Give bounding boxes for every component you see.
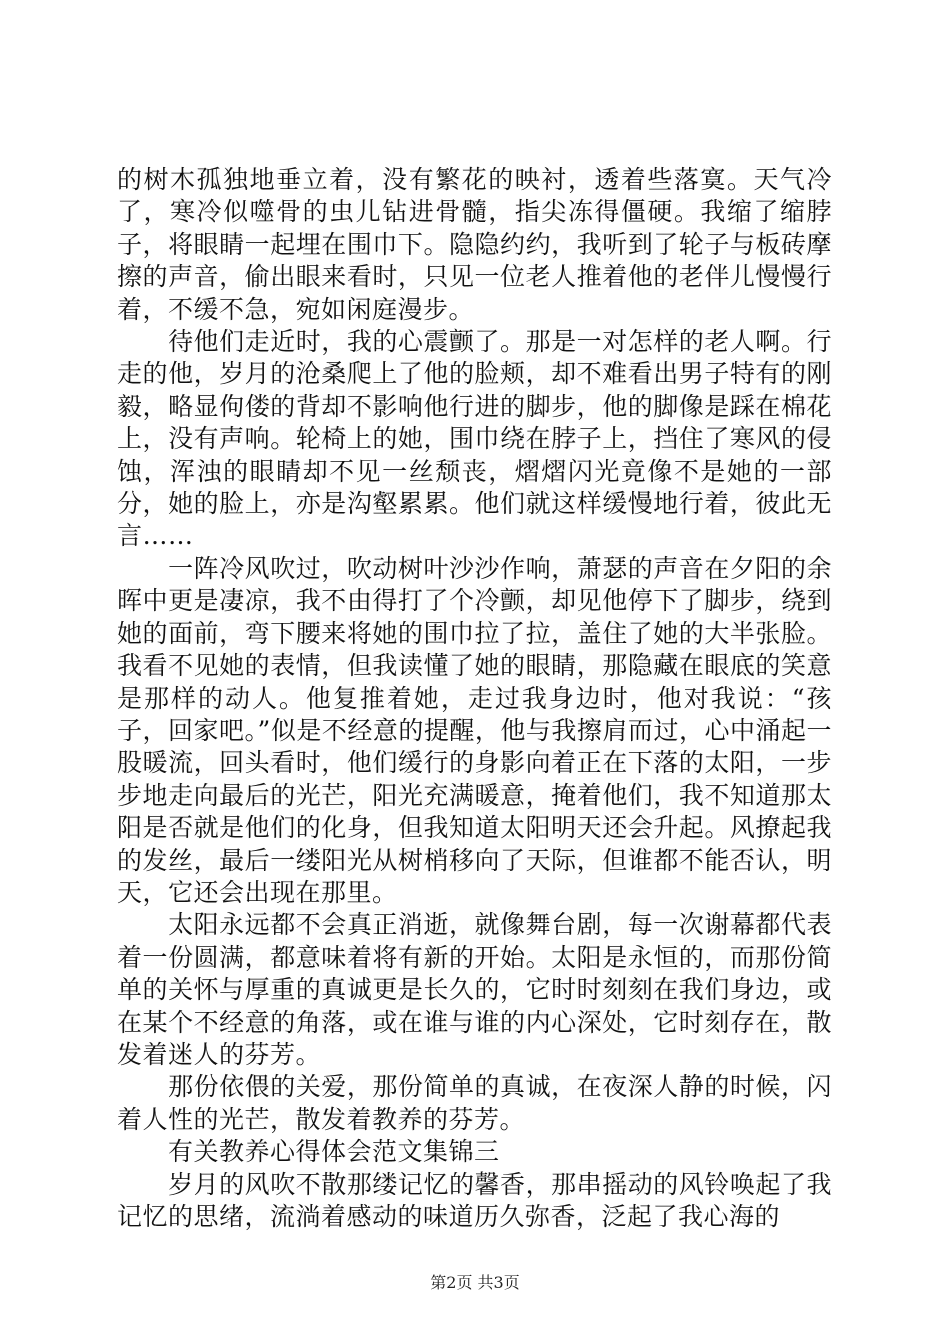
paragraph-5: 那份依偎的关爱，那份简单的真诚，在夜深人静的时候，闪着人性的光芒，散发着教养的芬芳。 (117, 1072, 832, 1134)
paragraph-1: 的树木孤独地垂立着，没有繁花的映衬，透着些落寞。天气冷了，寒冷似噬骨的虫儿钻进骨髓，指尖冻得僵硬。我缩了缩脖子，将眼睛一起埋在围巾下。隐隐约约，我听到了轮子与板砖摩擦的声音，偷出眼来看时，只见一位老人推着他的老伴儿慢慢行着，不缓不急，宛如闲庭漫步。 (117, 165, 832, 324)
paragraph-4: 太阳永远都不会真正消逝，就像舞台剧，每一次谢幕都代表着一份圆满，都意味着将有新的开始。太阳是永恒的，而那份简单的关怀与厚重的真诚更是长久的，它时时刻刻在我们身边，或在某个不经意的角落，或在谁与谁的内心深处，它时刻存在，散发着迷人的芬芳。 (117, 910, 832, 1069)
paragraph-2: 待他们走近时，我的心震颤了。那是一对怎样的老人啊。行走的他，岁月的沧桑爬上了他的脸颊，却不难看出男子特有的刚毅，略显佝偻的背却不影响他行进的脚步，他的脚像是踩在棉花上，没有声响。轮椅上的她，围巾绕在脖子上，挡住了寒风的侵蚀，浑浊的眼睛却不见一丝颓丧，熠熠闪光竟像不是她的一部分，她的脸上，亦是沟壑累累。他们就这样缓慢地行着，彼此无言…… (117, 327, 832, 551)
page-number-footer: 第2页 共3页 (430, 1273, 520, 1292)
body-text (117, 164, 832, 1233)
paragraph-6: 岁月的风吹不散那缕记忆的馨香，那串摇动的风铃唤起了我记忆的思绪，流淌着感动的味道历久弥香，泛起了我心海的 (117, 1169, 832, 1231)
paragraph-3: 一阵冷风吹过，吹动树叶沙沙作响，萧瑟的声音在夕阳的余晖中更是凄凉，我不由得打了个冷颤，却见他停下了脚步，绕到她的面前，弯下腰来将她的围巾拉了拉，盖住了她的大半张脸。我看不见她的表情，但我读懂了她的眼睛，那隐藏在眼底的笑意是那样的动人。他复推着她，走过我身边时，他对我说：“孩子，回家吧。”似是不经意的提醒，他与我擦肩而过，心中涌起一股暖流，回头看时，他们缓行的身影向着正在下落的太阳，一步步地走向最后的光芒，阳光充满暖意，掩着他们，我不知道那太阳是否就是他们的化身，但我知道太阳明天还会升起。风撩起我的发丝，最后一缕阳光从树梢移向了天际，但谁都不能否认，明天，它还会出现在那里。 (117, 553, 832, 907)
section-heading: 有关教养心得体会范文集锦三 (117, 1137, 500, 1167)
